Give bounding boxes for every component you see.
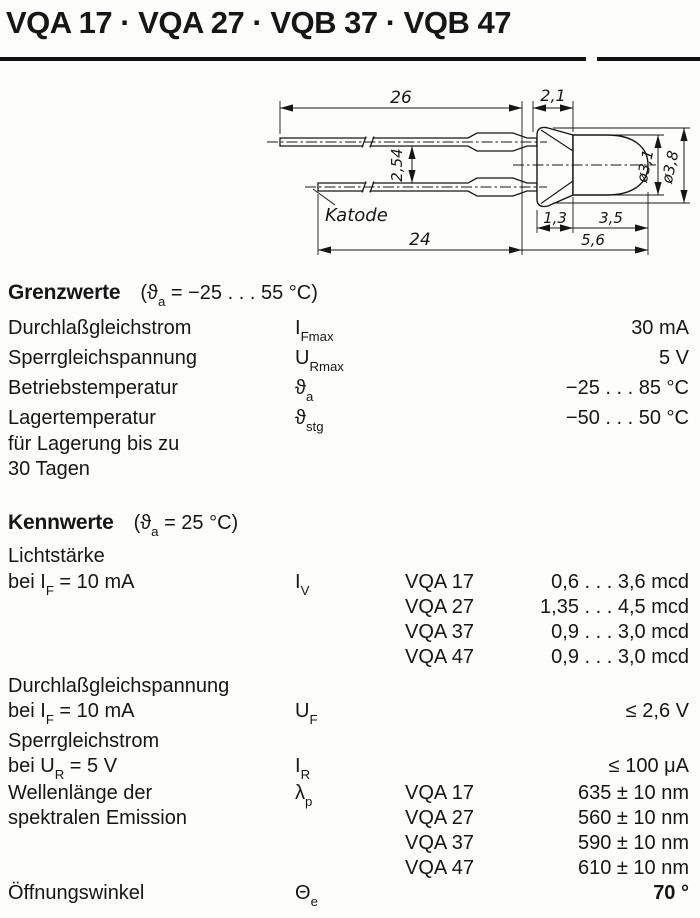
param-lagertemperatur-line3: 30 Tagen	[8, 458, 90, 480]
param-durchlassgleichspannung: Durchlaßgleichspannung	[8, 675, 230, 697]
kennwerte-heading-label: Kennwerte	[8, 511, 114, 534]
symbol-lambda-p: $\lambda_p$	[295, 782, 313, 809]
param-wellenlaenge-line2: spektralen Emission	[8, 807, 187, 829]
type-vqa37-lambda: VQA 37	[405, 832, 474, 854]
symbol-theta-a: $ϑ_a$	[295, 377, 314, 404]
param-lichtstaerke: Lichtstärke	[8, 545, 105, 567]
value-urmax: 5 V	[658, 347, 689, 369]
type-vqa37-iv: VQA 37	[405, 621, 474, 643]
symbol-iv: $I_V$	[295, 571, 310, 598]
header-rule-right	[597, 57, 700, 61]
cathode-label: Katode	[325, 205, 388, 226]
grenzwerte-heading-label: Grenzwerte	[8, 281, 121, 304]
header-rule-left	[0, 57, 586, 61]
value-vqa27-iv: 1,35 . . . 4,5 mcd	[540, 596, 689, 618]
value-vqa27-lambda: 560 ± 10 nm	[577, 807, 689, 829]
dim-2-54-label: 2,54	[388, 148, 406, 182]
type-vqa47-iv: VQA 47	[405, 646, 474, 668]
dim-1-3-label: 1,3	[543, 209, 567, 227]
param-wellenlaenge: Wellenlänge der	[8, 782, 153, 804]
dim-26-label: 26	[390, 88, 412, 108]
type-vqa47-lambda: VQA 47	[405, 857, 474, 879]
led-dimension-drawing	[255, 82, 700, 272]
param-sperrgleichspannung: Sperrgleichspannung	[8, 347, 198, 369]
value-vqa37-lambda: 590 ± 10 nm	[577, 832, 689, 854]
value-vqa37-iv: 0,9 . . . 3,0 mcd	[551, 621, 689, 643]
grenzwerte-condition: ($ϑ_a = -25$ . . . 55 °C)	[140, 282, 318, 309]
dim-3-5-label: 3,5	[599, 209, 623, 227]
value-ir: ≤ 100 μA	[608, 755, 689, 777]
dim-24-label: 24	[409, 230, 431, 250]
dim-3-8-label: ø3,8	[657, 148, 683, 185]
param-ir-condition: bei $U_R = 5$ V	[8, 755, 118, 782]
symbol-uf: $U_F$	[295, 700, 318, 727]
param-oeffnungswinkel: Öffnungswinkel	[8, 882, 145, 904]
param-lichtstaerke-condition: bei $I_F = 10$ mA	[8, 571, 135, 598]
value-theta-a: −25 . . . 85 °C	[565, 377, 689, 399]
value-theta-stg: −50 . . . 50 °C	[565, 407, 689, 429]
symbol-urmax: $U_{Rmax}$	[295, 347, 344, 374]
param-betriebstemperatur: Betriebstemperatur	[8, 377, 179, 399]
type-vqa17-iv: VQA 17	[405, 571, 474, 593]
grenzwerte-heading	[8, 281, 318, 309]
param-durchlassgleichstrom: Durchlaßgleichstrom	[8, 317, 192, 339]
dim-2-1-label: 2,1	[540, 86, 566, 105]
value-vqa47-lambda: 610 ± 10 nm	[577, 857, 689, 879]
symbol-ifmax: $I_{Fmax}$	[295, 317, 334, 344]
value-ifmax: 30 mA	[631, 317, 689, 339]
type-vqa27-iv: VQA 27	[405, 596, 474, 618]
page-title: VQA 17 · VQA 27 · VQB 37 · VQB 47	[6, 5, 511, 40]
type-vqa17-lambda: VQA 17	[405, 782, 474, 804]
param-lagertemperatur-line2: für Lagerung bis zu	[8, 433, 180, 455]
value-theta-e: 70 °	[653, 882, 689, 904]
dim-3-1-label: ø3,1	[632, 147, 658, 184]
dim-5-6-label: 5,6	[581, 231, 605, 249]
value-vqa17-lambda: 635 ± 10 nm	[577, 782, 689, 804]
param-lagertemperatur: Lagertemperatur	[8, 407, 156, 429]
value-vqa47-iv: 0,9 . . . 3,0 mcd	[551, 646, 689, 668]
kennwerte-heading	[8, 511, 239, 539]
param-uf-condition: bei $I_F = 10$ mA	[8, 700, 135, 727]
value-vqa17-iv: 0,6 . . . 3,6 mcd	[551, 571, 689, 593]
kennwerte-condition: ($ϑ_a = 25$ °C)	[133, 512, 239, 539]
value-uf: ≤ 2,6 V	[625, 700, 689, 722]
symbol-ir: $I_R$	[295, 755, 311, 782]
type-vqa27-lambda: VQA 27	[405, 807, 474, 829]
symbol-theta-e: $\Theta_e$	[295, 882, 318, 909]
symbol-theta-stg: $ϑ_{stg}$	[295, 407, 324, 434]
param-sperrgleichstrom: Sperrgleichstrom	[8, 730, 160, 752]
